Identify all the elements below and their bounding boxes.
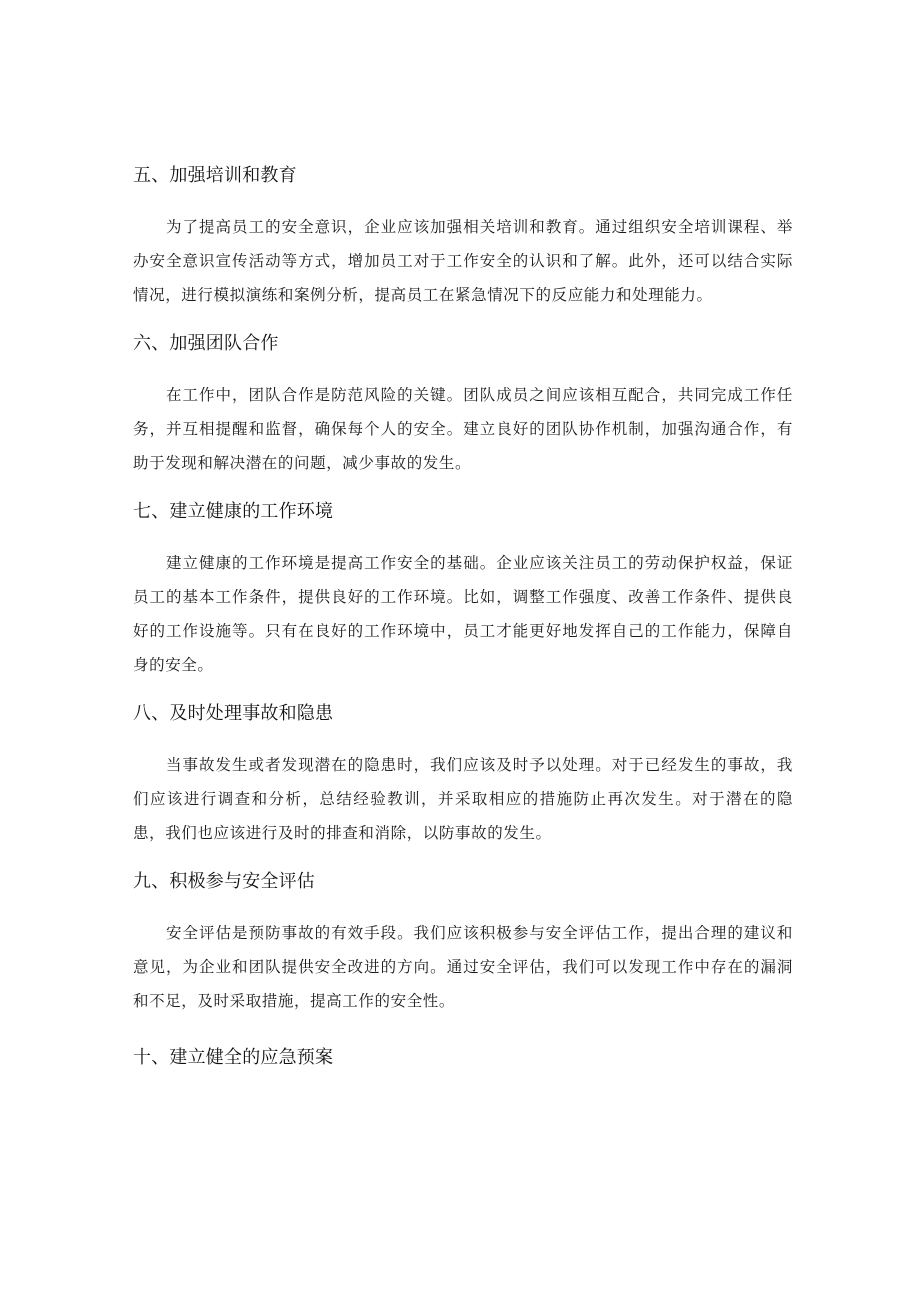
section-accidents: [133, 696, 793, 850]
section-environment: [133, 494, 793, 682]
section-heading: 六、加强团队合作: [133, 333, 279, 354]
section-heading: 七、建立健康的工作环境: [133, 501, 334, 522]
section-heading: 八、及时处理事故和隐患: [133, 703, 334, 724]
section-teamwork: [133, 326, 793, 480]
section-paragraph: 当事故发生或者发现潜在的隐患时，我们应该及时予以处理。对于已经发生的事故，我们应该进行调查和分析，总结经验教训，并采取相应的措施防止再次发生。对于潜在的隐患，我们也应该进行及时的排查和消除，以防事故的发生。: [133, 756, 793, 842]
document-body: [133, 158, 793, 1076]
section-paragraph: 建立健康的工作环境是提高工作安全的基础。企业应该关注员工的劳动保护权益，保证员工的基本工作条件，提供良好的工作环境。比如，调整工作强度、改善工作条件、提供良好的工作设施等。只有在良好的工作环境中，员工才能更好地发挥自己的工作能力，保障自身的安全。: [133, 554, 793, 674]
section-heading: 十、建立健全的应急预案: [133, 1047, 334, 1068]
section-paragraph: 为了提高员工的安全意识，企业应该加强相关培训和教育。通过组织安全培训课程、举办安全意识宣传活动等方式，增加员工对于工作安全的认识和了解。此外，还可以结合实际情况，进行模拟演练和案例分析，提高员工在紧急情况下的反应能力和处理能力。: [133, 218, 793, 304]
section-emergency-plan: [133, 1040, 793, 1076]
section-assessment: [133, 864, 793, 1018]
section-heading: 九、积极参与安全评估: [133, 871, 315, 892]
section-paragraph: 在工作中，团队合作是防范风险的关键。团队成员之间应该相互配合，共同完成工作任务，并互相提醒和监督，确保每个人的安全。建立良好的团队协作机制，加强沟通合作，有助于发现和解决潜在的问题，减少事故的发生。: [133, 386, 793, 472]
section-paragraph: 安全评估是预防事故的有效手段。我们应该积极参与安全评估工作，提出合理的建议和意见，为企业和团队提供安全改进的方向。通过安全评估，我们可以发现工作中存在的漏洞和不足，及时采取措施，提高工作的安全性。: [133, 924, 793, 1010]
section-training: [133, 158, 793, 312]
section-heading: 五、加强培训和教育: [133, 165, 297, 186]
